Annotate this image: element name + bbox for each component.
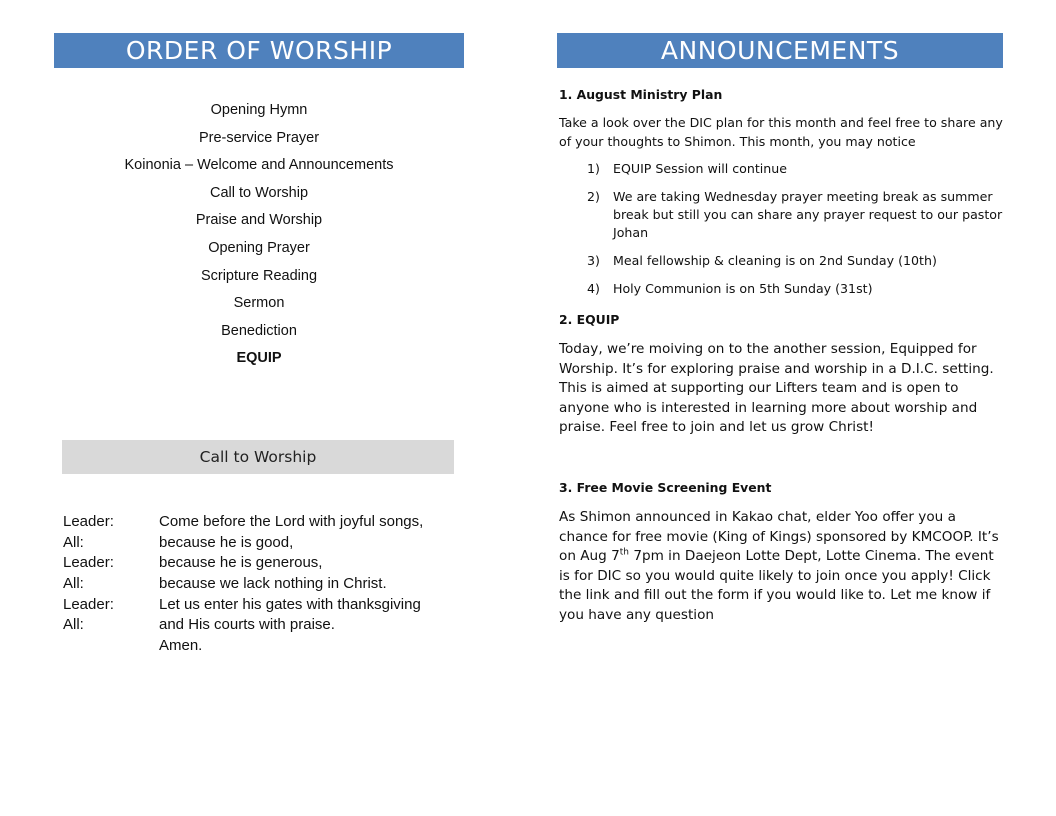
litany-line xyxy=(63,533,463,554)
item-number: 3) xyxy=(587,253,600,268)
litany-text: because he is good, xyxy=(159,533,294,551)
order-of-worship-title: ORDER OF WORSHIP xyxy=(54,33,464,68)
litany-speaker: All: xyxy=(63,533,84,551)
litany-text: Come before the Lord with joyful songs, xyxy=(159,513,424,530)
litany-text: because he is generous, xyxy=(159,554,323,572)
ministry-plan-heading: 1. August Ministry Plan xyxy=(559,87,723,102)
ministry-plan-item xyxy=(587,188,1007,242)
litany-speaker: All: xyxy=(63,616,84,634)
movie-heading: 3. Free Movie Screening Event xyxy=(559,480,772,495)
item-text: EQUIP Session will continue xyxy=(613,161,788,176)
litany-text: because we lack nothing in Christ. xyxy=(159,575,387,593)
item-number: 4) xyxy=(587,281,600,296)
item-text: Meal fellowship & cleaning is on 2nd Sunday (10th) xyxy=(613,253,937,268)
litany-line xyxy=(63,553,463,574)
litany-line xyxy=(63,512,463,533)
item-number: 1) xyxy=(587,161,600,176)
litany-text: and His courts with praise. xyxy=(159,616,335,634)
litany-speaker: All: xyxy=(63,575,84,593)
order-item-pre-service-prayer: Pre-service Prayer xyxy=(198,129,320,146)
litany-line xyxy=(63,636,463,657)
ministry-plan-item xyxy=(587,160,1007,178)
order-item-call-to-worship: Call to Worship xyxy=(209,184,309,201)
order-item-benediction: Benediction xyxy=(221,322,297,339)
litany-speaker: Leader: xyxy=(63,595,114,613)
litany-speaker: Leader: xyxy=(63,513,114,530)
order-item-koinonia: Koinonia – Welcome and Announcements xyxy=(124,157,394,174)
item-text: Holy Communion is on 5th Sunday (31st) xyxy=(613,281,873,296)
litany-line xyxy=(63,615,463,636)
litany-speaker xyxy=(63,636,159,657)
order-item-equip: EQUIP xyxy=(236,350,282,367)
order-item-sermon: Sermon xyxy=(233,295,285,312)
litany-text: Amen. xyxy=(159,637,203,655)
order-item-opening-prayer: Opening Prayer xyxy=(208,239,310,256)
ministry-plan-intro: Take a look over the DIC plan for this month and feel free to share any of your thoughts to Shimon. This month, you may notice xyxy=(559,115,1003,149)
movie-body xyxy=(559,508,1007,625)
litany-line xyxy=(63,574,463,595)
movie-body-text-cont: 7pm in Daejeon Lotte Dept, Lotte Cinema. The event is for DIC so you would quite likely to join once you apply! Click the link and fill out the form if you would like to. Let me know if you have any question xyxy=(559,548,994,623)
equip-body: Today, we’re moiving on to the another session, Equipped for Worship. It’s for exploring praise and worship in a D.I.C. setting. This is aimed at supporting our Lifters team and is open to anyone who is interested in learning more about worship and praise. Feel free to join and let us grow Christ! xyxy=(559,341,994,435)
date-suffix: th xyxy=(619,547,630,558)
order-of-worship-list xyxy=(54,98,464,374)
movie-body-text: As Shimon announced in Kakao chat, elder Yoo offer you a chance for free movie (King of Kings) sponsored by KMCOOP. It’s on Aug 7 xyxy=(559,509,999,564)
call-to-worship-litany xyxy=(63,512,463,657)
ministry-plan-item xyxy=(587,280,1007,298)
call-to-worship-header: Call to Worship xyxy=(62,440,454,474)
litany-line xyxy=(63,595,463,616)
ministry-plan-item xyxy=(587,252,1007,270)
litany-speaker: Leader: xyxy=(63,554,114,572)
ministry-plan-list xyxy=(587,160,1007,308)
order-item-scripture-reading: Scripture Reading xyxy=(200,267,318,284)
order-item-praise-and-worship: Praise and Worship xyxy=(195,212,323,229)
order-item-opening-hymn: Opening Hymn xyxy=(210,102,308,118)
equip-heading: 2. EQUIP xyxy=(559,312,620,327)
ministry-plan-section xyxy=(559,87,1004,102)
item-number: 2) xyxy=(587,189,600,204)
item-text: We are taking Wednesday prayer meeting break as summer break but still you can share any prayer request to our pastor Johan xyxy=(613,189,1003,240)
announcements-title: ANNOUNCEMENTS xyxy=(557,33,1003,68)
litany-text: Let us enter his gates with thanksgiving xyxy=(159,595,421,613)
